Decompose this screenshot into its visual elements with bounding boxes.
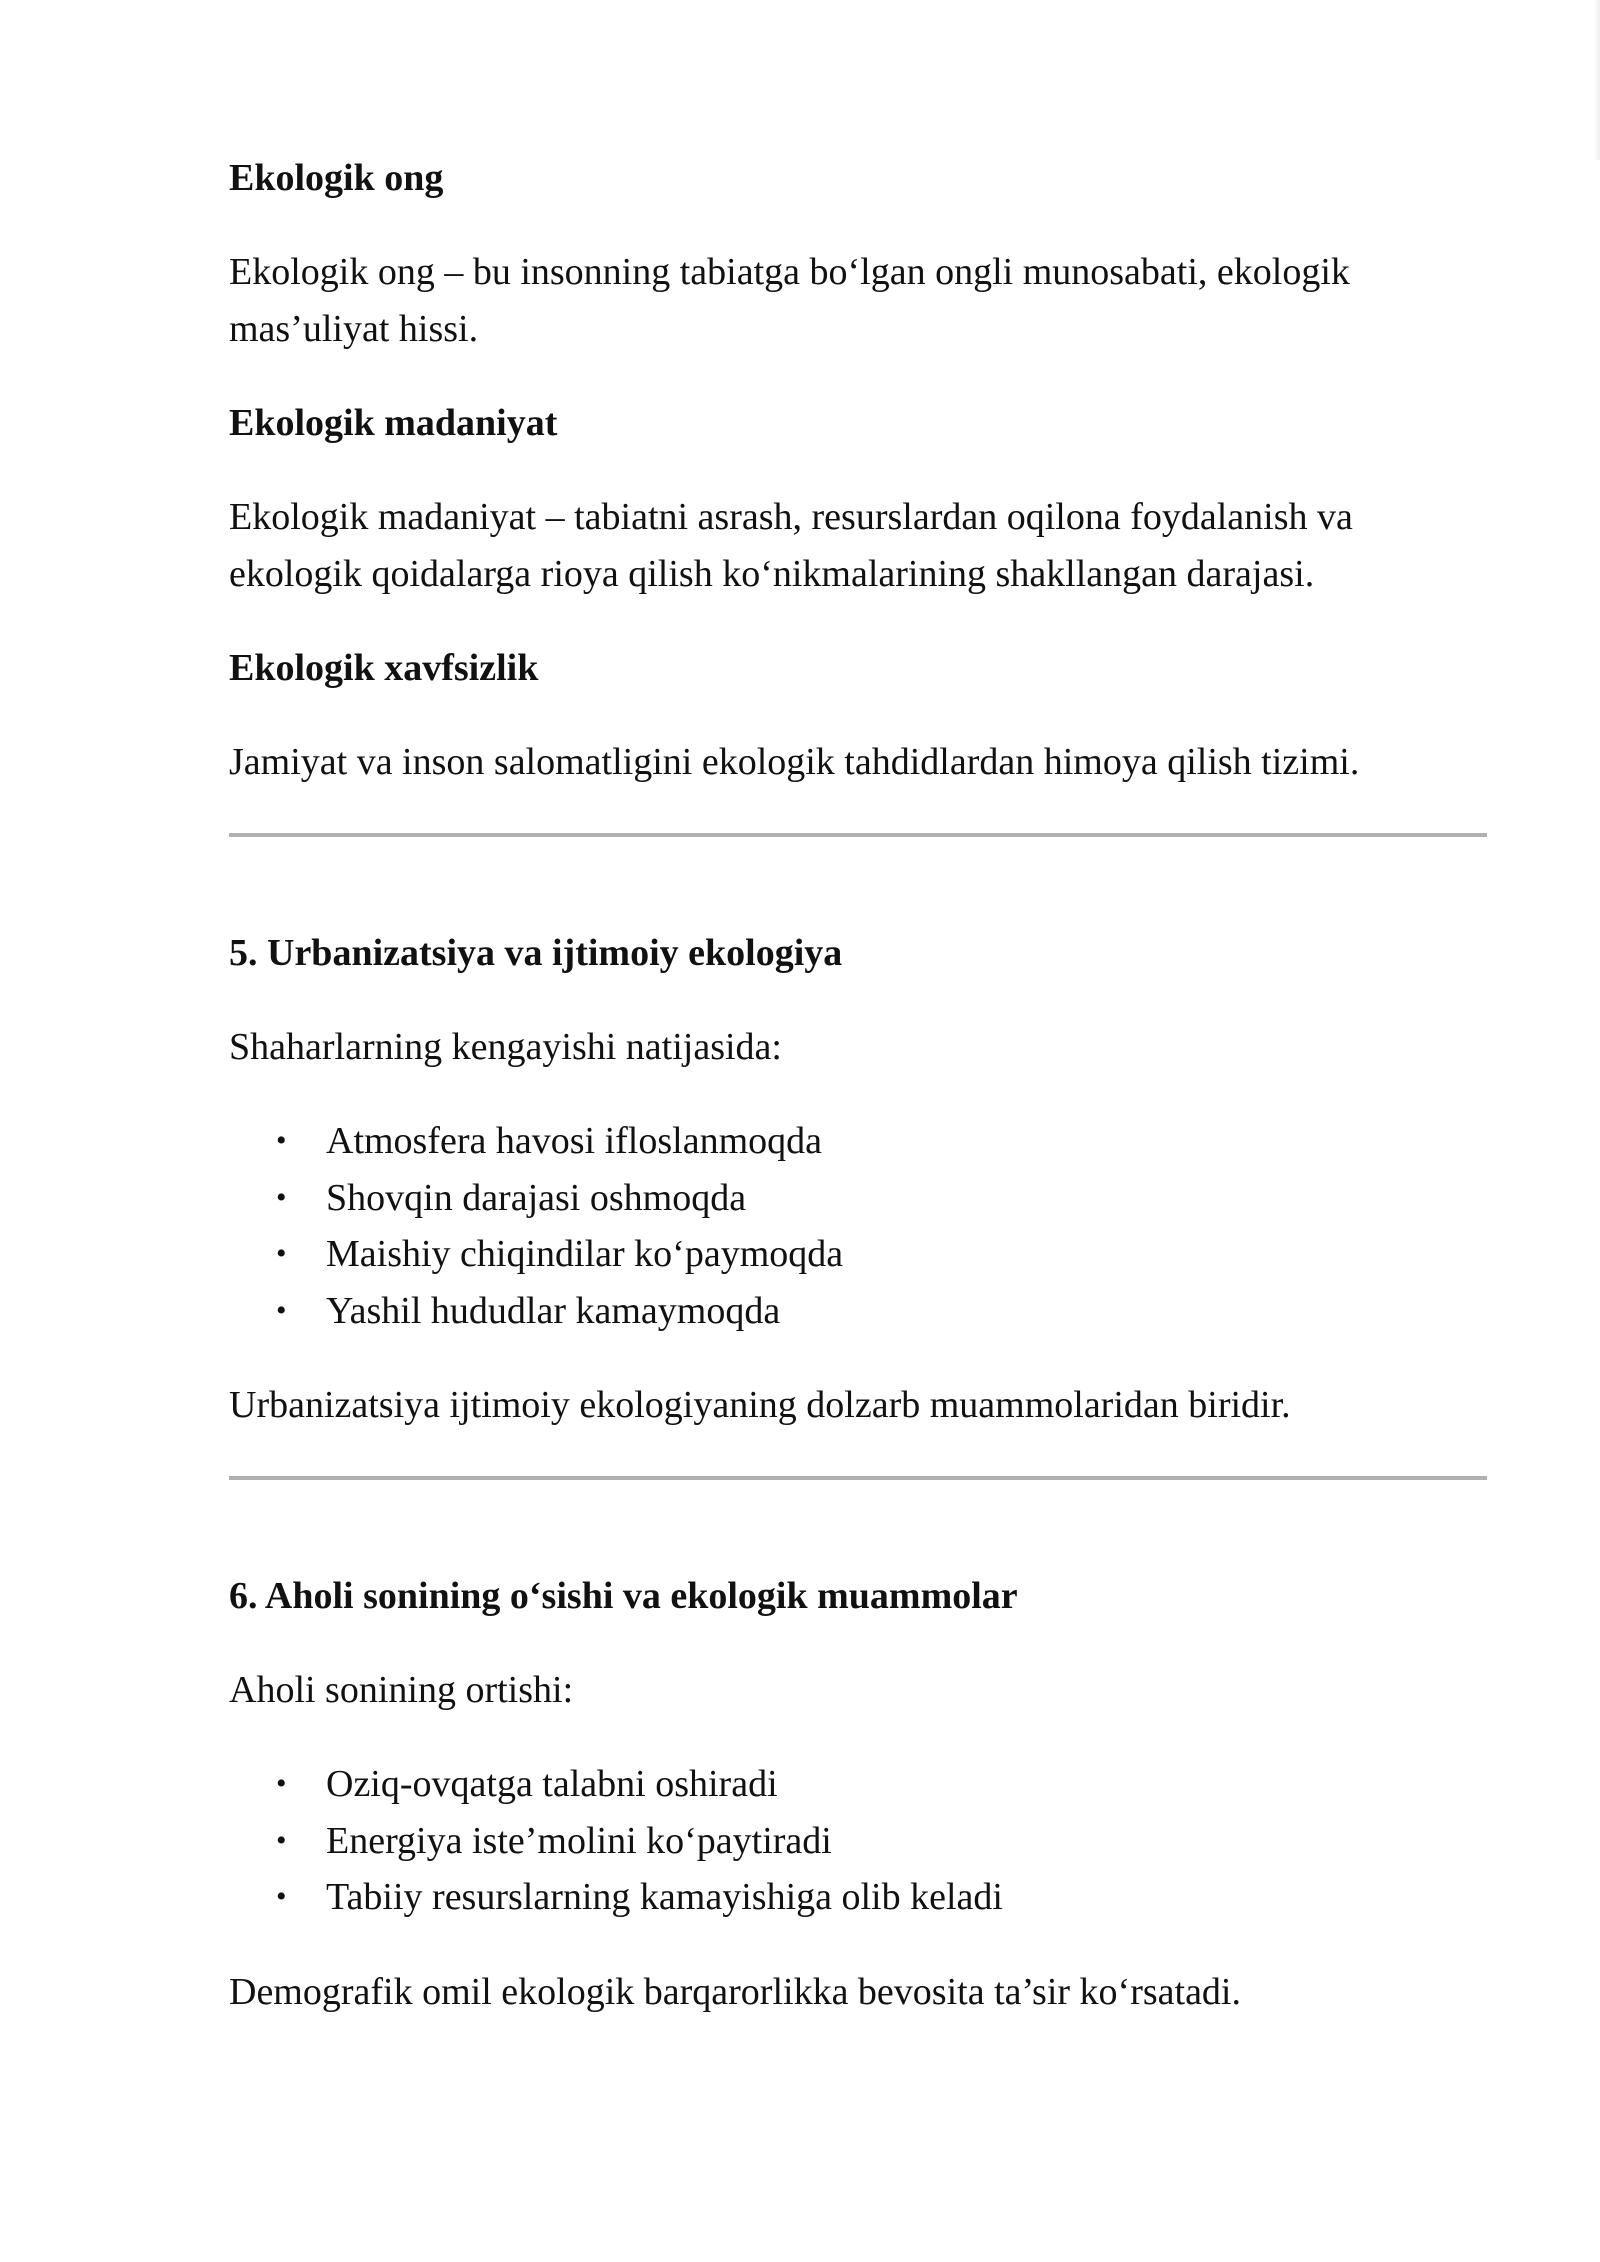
paragraph-ekologik-ong: Ekologik ong – bu insonning tabiatga bo‘lgan ongli munosabati, ekologik mas’uliyat hissi.	[229, 251, 1350, 350]
paragraph-ekologik-xavfsizlik: Jamiyat va inson salomatligini ekologik tahdidlardan himoya qilish tizimi.	[229, 741, 1360, 783]
bullet-icon: •	[276, 1823, 287, 1857]
list-item: • Oziq-ovqatga talabni oshiradi	[229, 1756, 1489, 1813]
paragraph-urbanizatsiya-conclusion: Urbanizatsiya ijtimoiy ekologiyaning dolzarb muammolaridan biridir.	[229, 1384, 1291, 1426]
section-divider	[229, 1476, 1487, 1480]
bullet-icon: •	[276, 1293, 287, 1327]
aholi-list	[229, 1756, 1489, 1926]
bullet-icon: •	[276, 1767, 287, 1800]
bullet-icon: •	[276, 1124, 287, 1157]
paragraph-urbanizatsiya-intro: Shaharlarning kengayishi natijasida:	[229, 1025, 782, 1068]
heading-urbanizatsiya: 5. Urbanizatsiya va ijtimoiy ekologiya	[229, 931, 843, 974]
bullet-icon: •	[276, 1180, 287, 1214]
section-divider	[229, 833, 1487, 837]
heading-ekologik-madaniyat: Ekologik madaniyat	[229, 402, 558, 444]
paragraph-aholi-intro: Aholi sonining ortishi:	[229, 1668, 574, 1711]
paragraph-ekologik-madaniyat: Ekologik madaniyat – tabiatni asrash, resurslardan oqilona foydalanish va ekologik qoidalarga rioya qilish ko‘nikmalarining shakllangan darajasi.	[229, 496, 1353, 595]
list-item: • Yashil hududlar kamaymoqda	[229, 1283, 1489, 1340]
bullet-icon: •	[276, 1880, 287, 1913]
list-item: • Shovqin darajasi oshmoqda	[229, 1170, 1489, 1227]
list-item: • Tabiiy resurslarning kamayishiga olib keladi	[229, 1869, 1489, 1926]
list-item: • Maishiy chiqindilar ko‘paymoqda	[229, 1226, 1489, 1283]
heading-ekologik-xavfsizlik: Ekologik xavfsizlik	[229, 647, 539, 689]
document-content	[229, 150, 1489, 2058]
bullet-icon: •	[276, 1237, 287, 1270]
heading-ekologik-ong: Ekologik ong	[229, 157, 444, 199]
urbanizatsiya-list	[229, 1113, 1489, 1339]
heading-aholi: 6. Aholi sonining o‘sishi va ekologik muammolar	[229, 1574, 1018, 1617]
list-item: • Energiya iste’molini ko‘paytiradi	[229, 1813, 1489, 1870]
list-item: • Atmosfera havosi ifloslanmoqda	[229, 1113, 1489, 1170]
page-edge-shadow	[1594, 0, 1600, 160]
paragraph-aholi-conclusion: Demografik omil ekologik barqarorlikka bevosita ta’sir ko‘rsatadi.	[229, 1970, 1241, 2013]
